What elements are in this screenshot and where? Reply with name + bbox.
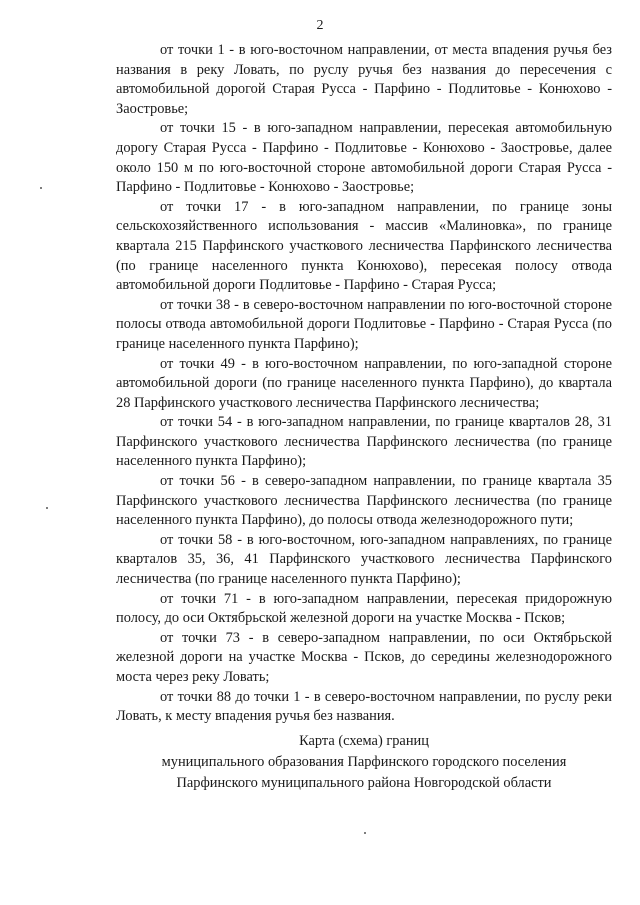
paragraph-point-38: от точки 38 - в северо-восточном направлении по юго-восточной стороне полосы отвода автомобильной дороги Подлитовье - Парфино - Старая Русса (по границе населенного пункта Парфино); [116,296,612,352]
paragraph-point-71: от точки 71 - в юго-западном направлении, пересекая придорожную полосу, до оси Октябрьской железной дороги на участке Москва - Псков; [116,590,612,627]
paragraph-point-15: от точки 15 - в юго-западном направлении, пересекая автомобильную дорогу Старая Русса - Парфино - Подлитовье - Конюхово - Заостровье, далее около 150 м по юго-восточной стороне автомобильной дороги Старая Русса - Парфино - Подлитовье - Конюхово - Заостровье; [116,120,612,196]
paragraph-point-56: от точки 56 - в северо-западном направлении, по границе квартала 35 Парфинского участкового лесничества Парфинского лесничества (по границе населенного пункта Парфино), до полосы отвода железнодорожного пути; [116,473,612,529]
paragraph-point-73: от точки 73 - в северо-западном направлении, по оси Октябрьской железной дороги на участке Москва - Псков, до середины железнодорожного моста через реку Ловать; [116,629,612,685]
boundary-description [116,41,612,727]
paragraph-point-1: от точки 1 - в юго-восточном направлении, от места впадения ручья без названия в реку Ловать, по руслу ручья без названия до пересечения с автомобильной дорогой Старая Русса - Парфино - Подлитовье - Конюхово - Заостровье; [116,42,612,117]
scan-speck [46,507,48,509]
paragraph-point-49: от точки 49 - в юго-восточном направлении, по юго-западной стороне автомобильной дороги (по границе населенного пункта Парфино), до квартала 28 Парфинского участкового лесничества Парфинского лесничества; [116,355,612,411]
scan-speck [40,187,42,189]
caption-line-1: Карта (схема) границ [299,733,429,749]
caption-line-3: Парфинского муниципального района Новгородской области [176,775,552,791]
paragraph-point-54: от точки 54 - в юго-западном направлении, по границе кварталов 28, 31 Парфинского участкового лесничества Парфинского лесничества (по границе населенного пункта Парфино); [116,414,612,470]
scan-speck [364,832,366,834]
paragraph-point-17: от точки 17 - в юго-западном направлении, по границе зоны сельскохозяйственного использования - массив «Малиновка», по границе квартала 215 Парфинского участкового лесничества Парфинского лесничества (по границе населенного пункта Конюхово), пересекая полосу отвода автомобильной дороги Подлитовье - Парфино - Старая Русса; [116,198,612,294]
paragraph-point-88: от точки 88 до точки 1 - в северо-восточном направлении, по руслу реки Ловать, к месту впадения ручья без названия. [116,688,612,725]
map-caption [116,731,612,794]
page-number: 2 [316,18,324,33]
caption-line-2: муниципального образования Парфинского городского поселения [161,754,567,770]
paragraph-point-58: от точки 58 - в юго-восточном, юго-западном направлениях, по границе кварталов 35, 36, 41 Парфинского участкового лесничества Парфинского лесничества (по границе населенного пункта Парфино); [116,531,612,588]
